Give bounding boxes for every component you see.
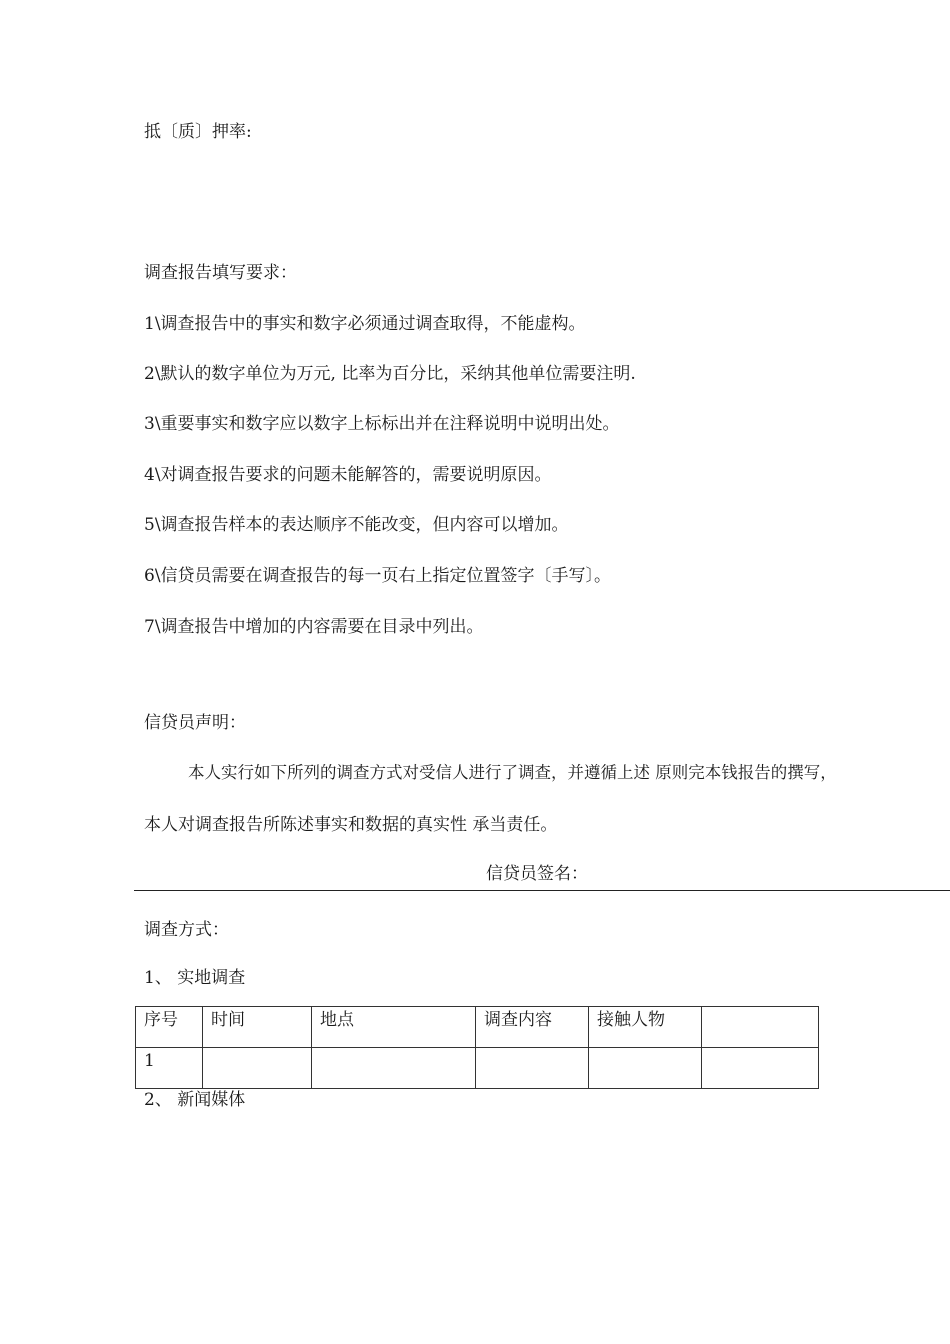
table-cell: [312, 1048, 476, 1089]
requirement-item-5: 5\调查报告样本的表达顺序不能改变，但内容可以增加。: [144, 515, 569, 535]
table-cell: [702, 1048, 819, 1089]
header-location: 地点: [312, 1007, 476, 1048]
requirement-item-4: 4\对调查报告要求的问题未能解答的，需要说明原因。: [144, 465, 552, 485]
field-survey-table: [135, 1006, 819, 1089]
table-row: [136, 1048, 819, 1089]
method-item-2: 2、 新闻媒体: [144, 1090, 246, 1110]
declaration-heading: 信贷员声明：: [144, 713, 246, 733]
requirement-item-1: 1\调查报告中的事实和数字必须通过调查取得，不能虚构。: [144, 314, 586, 334]
table-cell: [476, 1048, 589, 1089]
collateral-rate-label: 抵〔质〕押率:: [144, 122, 252, 142]
declaration-line-2: 本人对调查报告所陈述事实和数据的真实性 承当责任。: [144, 815, 558, 835]
table-cell: [589, 1048, 702, 1089]
requirement-item-2: 2\默认的数字单位为万元, 比率为百分比，采纳其他单位需要注明.: [144, 364, 636, 384]
signature-label: 信贷员签名：: [486, 864, 588, 884]
requirement-item-3: 3\重要事实和数字应以数字上标标出并在注释说明中说明出处。: [144, 414, 620, 434]
header-serial-no: 序号: [136, 1007, 203, 1048]
header-time: 时间: [203, 1007, 312, 1048]
table-header-row: [136, 1007, 819, 1048]
table-cell: 1: [136, 1048, 203, 1089]
requirements-heading: 调查报告填写要求：: [144, 263, 297, 283]
declaration-line-1: 本人实行如下所列的调查方式对受信人进行了调查，并遵循上述 原则完本钱报告的撰写，: [188, 763, 837, 782]
requirement-item-6: 6\信贷员需要在调查报告的每一页右上指定位置签字〔手写〕。: [144, 566, 612, 586]
requirement-item-7: 7\调查报告中增加的内容需要在目录中列出。: [144, 617, 484, 637]
methods-heading: 调查方式：: [144, 920, 229, 940]
header-blank: [702, 1007, 819, 1048]
signature-divider: [134, 890, 950, 891]
table-cell: [203, 1048, 312, 1089]
method-item-1: 1、 实地调查: [144, 968, 246, 988]
header-contact-person: 接触人物: [589, 1007, 702, 1048]
header-survey-content: 调查内容: [476, 1007, 589, 1048]
